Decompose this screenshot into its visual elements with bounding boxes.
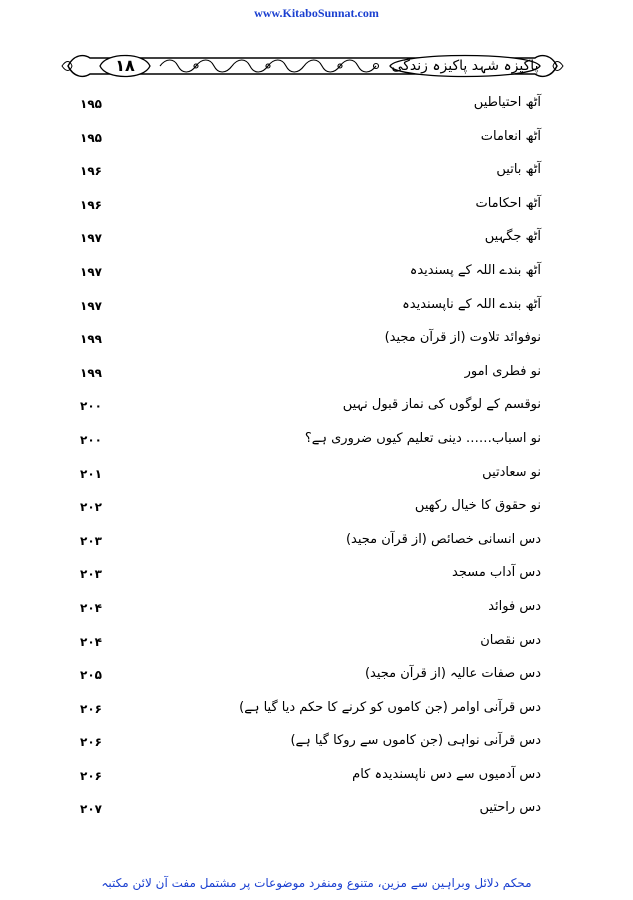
toc-title: نوفوائد تلاوت (از قرآن مجید) xyxy=(384,330,541,346)
toc-row[interactable] xyxy=(0,561,633,595)
toc-title: نو حقوق کا خیال رکھیں xyxy=(414,498,541,514)
toc-page-number: ۲۰۷ xyxy=(80,802,102,817)
toc-row[interactable] xyxy=(0,629,633,663)
toc-row[interactable] xyxy=(0,225,633,259)
toc-row[interactable] xyxy=(0,796,633,830)
toc-row[interactable] xyxy=(0,595,633,629)
toc-page-number: ۱۹۷ xyxy=(80,264,102,279)
toc-title: آٹھ بندے اللہ کے پسندیدہ xyxy=(409,262,541,278)
toc-row[interactable] xyxy=(0,662,633,696)
toc-title: دس آداب مسجد xyxy=(452,565,541,581)
toc-title: دس فوائد xyxy=(488,598,541,614)
toc-title: آٹھ باتیں xyxy=(496,162,541,178)
toc-row[interactable] xyxy=(0,293,633,327)
page-number: ۱۸ xyxy=(115,56,135,75)
toc-title: نوقسم کے لوگوں کی نماز قبول نہیں xyxy=(342,397,541,413)
toc-row[interactable] xyxy=(0,427,633,461)
toc-row[interactable] xyxy=(0,326,633,360)
footer-tagline[interactable]: محکم دلائل وبراہین سے مزین، متنوع ومنفرد موضوعات پر مشتمل مفت آن لائن مکتبہ xyxy=(101,876,532,890)
toc-title: نو اسباب…… دینی تعلیم کیوں ضروری ہے؟ xyxy=(304,430,541,446)
toc-row[interactable] xyxy=(0,259,633,293)
toc-title: دس راحتیں xyxy=(479,800,541,816)
toc-page-number: ۲۰۶ xyxy=(80,735,102,750)
toc-page-number: ۱۹۶ xyxy=(80,164,102,179)
toc-title: دس صفات عالیہ (از قرآن مجید) xyxy=(364,666,541,682)
header-banner xyxy=(60,48,565,84)
toc-page-number: ۱۹۵ xyxy=(80,130,102,145)
toc-row[interactable] xyxy=(0,528,633,562)
toc-page-number: ۱۹۶ xyxy=(80,197,102,212)
toc-title: آٹھ انعامات xyxy=(480,128,541,144)
toc-page-number: ۱۹۷ xyxy=(80,231,102,246)
toc-page-number: ۲۰۶ xyxy=(80,768,102,783)
toc-page-number: ۲۰۳ xyxy=(80,533,102,548)
toc-row[interactable] xyxy=(0,696,633,730)
toc-row[interactable] xyxy=(0,393,633,427)
toc-title: دس انسانی خصائص (از قرآن مجید) xyxy=(345,531,541,547)
toc-page-number: ۲۰۰ xyxy=(80,399,102,414)
toc-row[interactable] xyxy=(0,461,633,495)
toc-page-number: ۲۰۴ xyxy=(80,634,102,649)
toc-row[interactable] xyxy=(0,360,633,394)
table-of-contents xyxy=(0,91,633,830)
toc-page-number: ۲۰۳ xyxy=(80,567,102,582)
toc-title: دس نقصان xyxy=(480,632,541,648)
toc-title: آٹھ احکامات xyxy=(475,195,541,211)
toc-title: آٹھ جگہیں xyxy=(484,229,541,245)
toc-page-number: ۱۹۵ xyxy=(80,97,102,111)
toc-row[interactable] xyxy=(0,91,633,125)
site-url[interactable]: www.KitaboSunnat.com xyxy=(254,6,379,20)
toc-row[interactable] xyxy=(0,192,633,226)
toc-page-number: ۲۰۱ xyxy=(80,466,102,481)
toc-title: دس قرآنی اوامر (جن کاموں کو کرنے کا حکم دیا گیا ہے) xyxy=(239,699,541,715)
toc-row[interactable] xyxy=(0,125,633,159)
toc-row[interactable] xyxy=(0,494,633,528)
toc-page-number: ۲۰۶ xyxy=(80,701,102,716)
page-title: پاکیزہ شہد پاکیزہ زندگی xyxy=(391,58,539,74)
toc-title: آٹھ بندے اللہ کے ناپسندیدہ xyxy=(402,296,541,312)
toc-title: نو فطری امور xyxy=(464,363,541,379)
toc-title: آٹھ احتیاطیں xyxy=(473,95,541,110)
toc-page-number: ۱۹۷ xyxy=(80,298,102,313)
toc-page-number: ۱۹۹ xyxy=(80,365,102,380)
toc-page-number: ۲۰۵ xyxy=(80,668,102,683)
toc-title: نو سعادتیں xyxy=(482,464,541,480)
toc-page-number: ۲۰۰ xyxy=(80,432,102,447)
toc-row[interactable] xyxy=(0,763,633,797)
toc-row[interactable] xyxy=(0,158,633,192)
toc-page-number: ۱۹۹ xyxy=(80,332,102,347)
toc-page-number: ۲۰۴ xyxy=(80,600,102,615)
toc-page-number: ۲۰۲ xyxy=(80,500,102,515)
toc-row[interactable] xyxy=(0,729,633,763)
toc-title: دس قرآنی نواہی (جن کاموں سے روکا گیا ہے) xyxy=(290,733,541,749)
toc-title: دس آدمیوں سے دس ناپسندیدہ کام xyxy=(352,766,541,782)
